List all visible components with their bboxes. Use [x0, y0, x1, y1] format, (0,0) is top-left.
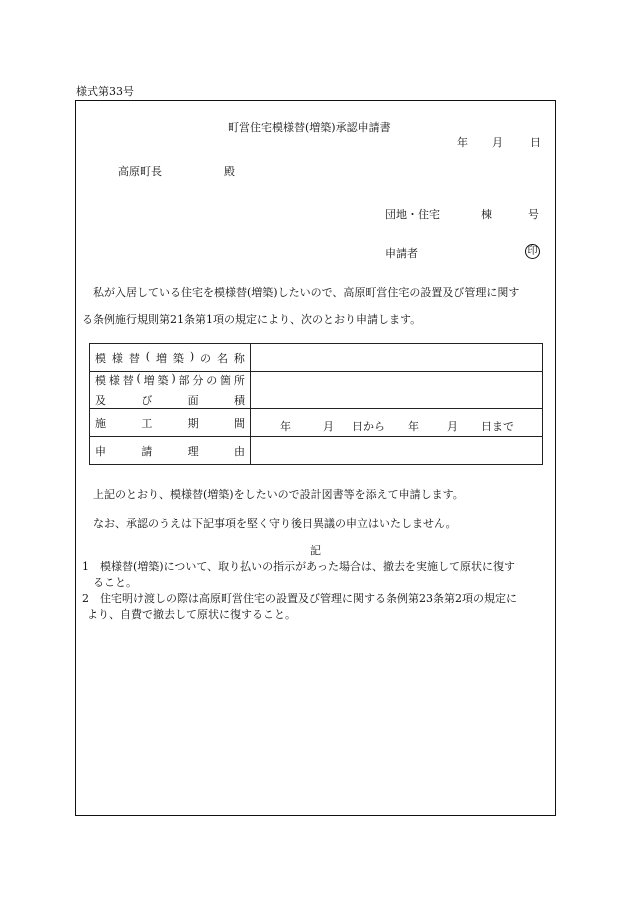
- end-month-label: 月: [447, 420, 458, 433]
- renovation-part-field[interactable]: [251, 372, 543, 409]
- table-row: [90, 409, 543, 437]
- ki-heading: 記: [310, 544, 321, 557]
- construction-period-field[interactable]: [251, 409, 543, 437]
- renovation-name-label: 模 様 替 ( 増 築 ) の 名 称: [95, 349, 245, 365]
- form-title: 町営住宅模様替(増築)承認申請書: [228, 121, 391, 134]
- renovation-area-label: 及 び 面 積: [95, 394, 245, 407]
- construction-period-label: 施 工 期 間: [95, 416, 245, 430]
- note-text-line-1: 上記のとおり、模様替(増築)をしたいので設計図書等を添えて申請します。: [93, 488, 464, 501]
- table-row: [90, 344, 543, 372]
- renovation-part-label: 模 様 替 ( 増 築 ) 部 分 の 箇 所: [95, 372, 245, 387]
- addressee-honorific: 殿: [224, 165, 235, 178]
- application-reason-field[interactable]: [251, 437, 543, 465]
- housing-label: 団地・住宅: [385, 208, 440, 221]
- table-label-cell: [90, 437, 251, 465]
- date-year-label: 年: [457, 136, 468, 149]
- condition-item-1-line-1: 1 模様替(増築)について、取り払いの指示があった場合は、撤去を実施して原状に復す: [82, 560, 516, 573]
- applicant-label: 申請者: [385, 247, 418, 260]
- room-unit: 号: [528, 208, 539, 221]
- start-day-label: 日から: [352, 420, 385, 433]
- table-label-cell: [90, 344, 251, 372]
- start-month-label: 月: [323, 420, 334, 433]
- body-text-line-1: 私が入居している住宅を模様替(増築)したいので、高原町営住宅の設置及び管理に関す: [93, 286, 520, 299]
- table-label-cell: [90, 409, 251, 437]
- end-day-label: 日まで: [481, 420, 514, 433]
- table-row: [90, 437, 543, 465]
- start-year-label: 年: [280, 420, 291, 433]
- date-month-label: 月: [492, 136, 503, 149]
- seal-mark: 印: [525, 244, 540, 259]
- renovation-name-field[interactable]: [251, 344, 543, 372]
- application-reason-label: 申 請 理 由: [95, 444, 245, 458]
- condition-item-2-line-2: より、自費で撤去して原状に復すること。: [87, 608, 296, 621]
- building-unit: 棟: [481, 208, 492, 221]
- date-day-label: 日: [530, 136, 541, 149]
- addressee-name: 高原町長: [118, 165, 162, 178]
- end-year-label: 年: [408, 420, 419, 433]
- table-label-cell: [90, 372, 251, 409]
- detail-table: [89, 343, 543, 465]
- condition-item-2-line-1: 2 住宅明け渡しの際は高原町営住宅の設置及び管理に関する条例第23条第2項の規定に: [82, 592, 517, 605]
- body-text-line-2: る条例施行規則第21条第1項の規定により、次のとおり申請します。: [82, 313, 422, 326]
- table-row: [90, 372, 543, 409]
- condition-item-1-line-2: ること。: [93, 576, 137, 589]
- note-text-line-2: なお、承認のうえは下記事項を堅く守り後日異議の申立はいたしません。: [93, 517, 457, 530]
- form-number: 様式第33号: [76, 85, 134, 98]
